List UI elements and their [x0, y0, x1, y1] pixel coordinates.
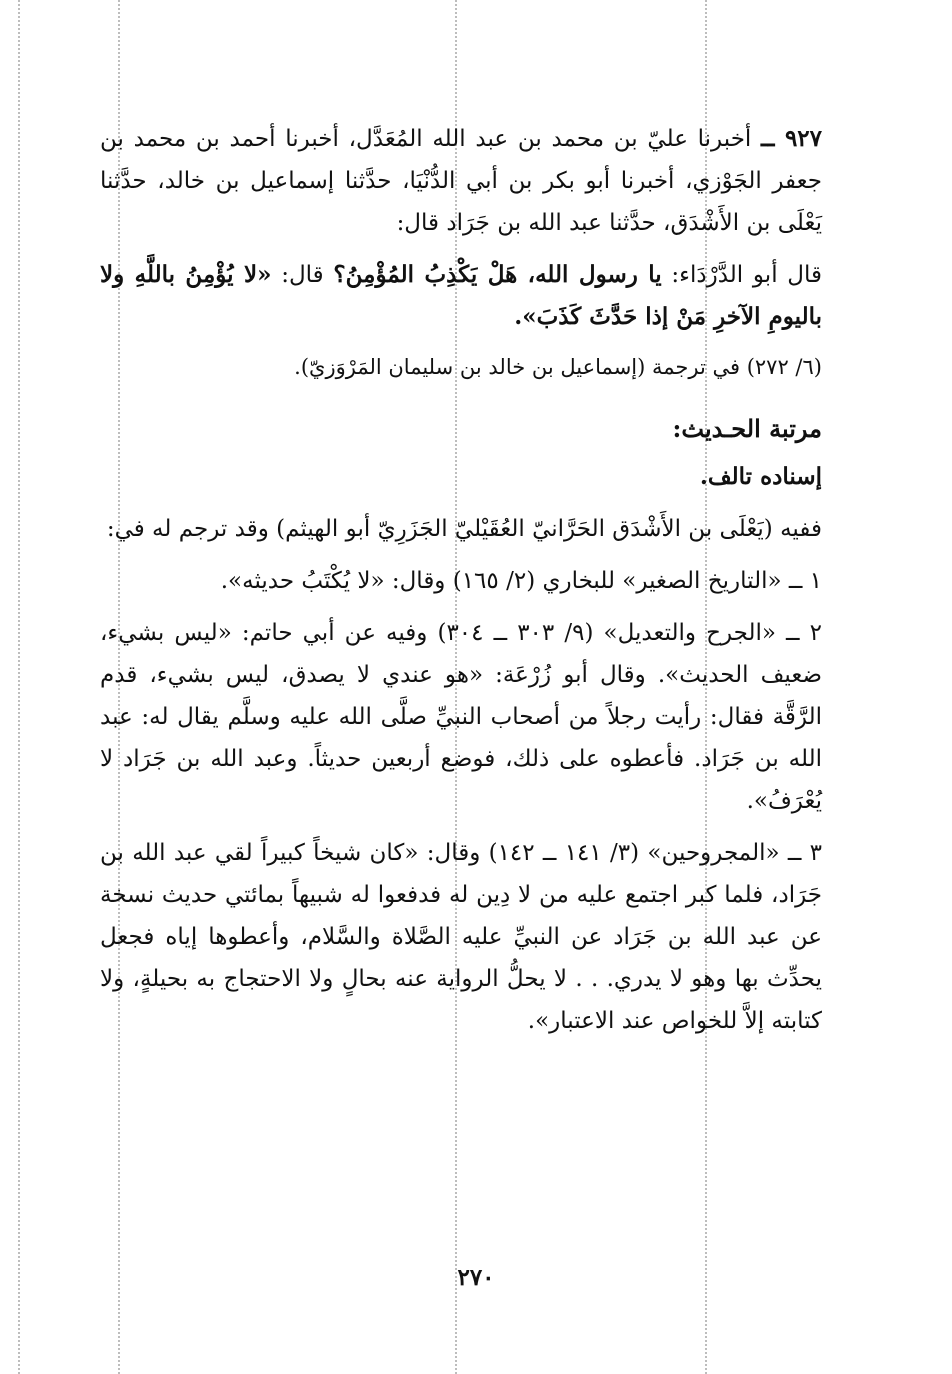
- grading-verdict: إسناده تالف.: [699, 463, 822, 490]
- grading-intro: ففيه (يَعْلَى بن الأَشْدَق الحَرَّانيّ العُقَيْليّ الجَزَرِيّ أبو الهيثم) وقد ترجم له في:: [106, 516, 822, 542]
- hadith-number: ٩٢٧ ــ: [761, 125, 823, 152]
- matn-answer: «لا يُؤْمِنُ باللَّهِ ولا باليومِ الآخرِ مَنْ إذا حَدَّثَ كَذَبَ».: [100, 261, 822, 330]
- matn-question: يا رسول الله، هَلْ يَكْذِبُ المُؤْمِنُ؟: [333, 261, 662, 288]
- hadith-isnad: أخبرنا عليّ بن محمد بن عبد الله المُعَدَّل، أخبرنا أحمد بن محمد بن جعفر الجَوْزي، أخبرنا أبو بكر بن أبي الدُّنْيَا، حدَّثنا إسماعيل بن خالد، حدَّثنا يَعْلَى بن الأَشْدَق، حدَّثنا عبد الله بن جَرَاد قال:: [100, 126, 822, 236]
- dotted-guide-line: [18, 0, 20, 1374]
- page-number: ٢٧٠: [457, 1264, 495, 1291]
- matn-qaal: قال:: [281, 262, 324, 288]
- source-item-1: ١ ــ «التاريخ الصغير» للبخاري (٢/ ١٦٥) وقال: «لا يُكْتَبُ حديثه».: [220, 568, 822, 594]
- source-item-2: ٢ ــ «الجرح والتعديل» (٩/ ٣٠٣ ــ ٣٠٤) وفيه عن أبي حاتم: «ليس بشيء، ضعيف الحديث». وقال أبو زُرْعَة: «هو عندي لا يصدق، ليس بشيء، قدم الرَّقَّة فقال: رأيت رجلاً من أصحاب النبيِّ صلَّى الله عليه وسلَّم يقال له: عبد الله بن جَرَاد. فأعطوه على ذلك، فوضع أربعين حديثاً. وعبد الله بن جَرَاد لا يُعْرَفُ».: [100, 620, 822, 814]
- hadith-citation: (٦/ ٢٧٢) في ترجمة (إسماعيل بن خالد بن سليمان المَرْوَزيّ).: [294, 355, 822, 379]
- hadith-matn-paragraph: [100, 254, 822, 338]
- source-item-3: ٣ ــ «المجروحين» (٣/ ١٤١ ــ ١٤٢) وقال: «كان شيخاً كبيراً لقي عبد الله بن جَرَاد، فلما كبر اجتمع عليه من لا دِين له فدفعوا له شبيهاً بمائتي حديث نسخة عن عبد الله بن جَرَاد عن النبيِّ عليه الصَّلاة والسَّلام، وأعطوها إياه فجعل يحدِّث بها وهو لا يدري. . . لا يحلُّ الرواية عنه بحالٍ ولا الاحتجاج به بحيلةٍ، ولا كتابته إلاَّ للخواص عند الاعتبار».: [100, 840, 822, 1034]
- page-body: [100, 118, 822, 1052]
- grading-heading: مرتبة الحـديث:: [672, 414, 822, 443]
- matn-intro: قال أبو الدَّرْدَاء:: [671, 262, 823, 288]
- hadith-isnad-paragraph: [100, 118, 822, 244]
